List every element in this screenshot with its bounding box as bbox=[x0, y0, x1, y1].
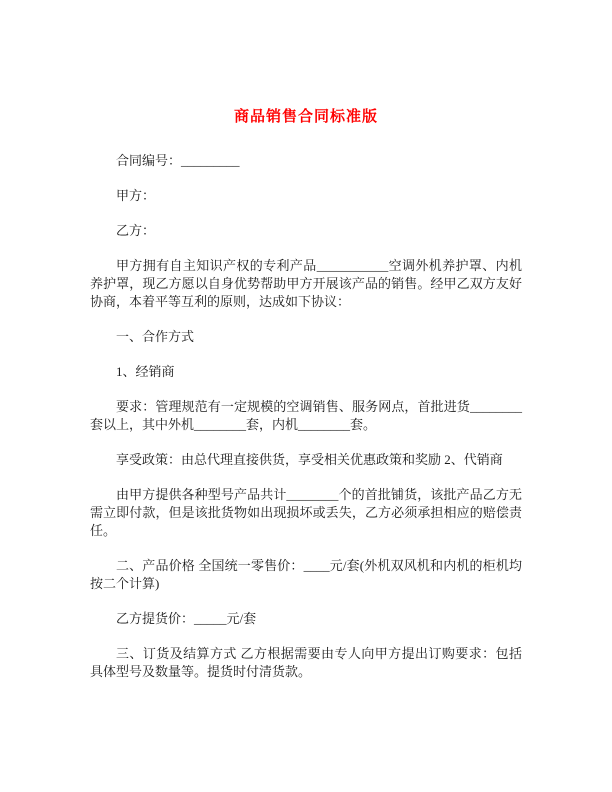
paragraph-consignment-terms: 由甲方提供各种型号产品共计________个的首批铺货，该批产品乙方无需立即付款，但是该批货物如出现损坏或丢失，乙方必须承担相应的赔偿责任。 bbox=[90, 487, 522, 538]
paragraph-distributor-requirements: 要求：管理规范有一定规模的空调销售、服务网点，首批进货________套以上，其中外机________套，内机________套。 bbox=[90, 399, 522, 432]
paragraph-party-a: 甲方： bbox=[116, 188, 156, 203]
paragraph-policy-benefits: 享受政策：由总代理直接供货，享受相关优惠政策和奖励 2、代销商 bbox=[116, 452, 503, 467]
document-title: 商品销售合同标准版 bbox=[233, 109, 378, 125]
paragraph-section-2-pricing: 二、产品价格 全国统一零售价：____元/套(外机双风机和内机的柜机均按二个计算) bbox=[90, 558, 522, 591]
paragraph-preamble: 甲方拥有自主知识产权的专利产品___________空调外机养护罩、内机养护罩，现乙方愿以自身优势帮助甲方开展该产品的销售。经甲乙双方友好协商，本着平等互利的原则，达成如下协议： bbox=[90, 258, 522, 309]
paragraph-party-b: 乙方： bbox=[116, 223, 156, 238]
paragraph-section-3-ordering: 三、订货及结算方式 乙方根据需要由专人向甲方提出订购要求：包括具体型号及数量等。提货时付清货款。 bbox=[90, 646, 522, 679]
paragraph-pickup-price: 乙方提货价：_____元/套 bbox=[116, 611, 257, 626]
heading-section-1-cooperation: 一、合作方式 bbox=[116, 329, 195, 344]
heading-distributor: 1、经销商 bbox=[116, 364, 175, 379]
paragraph-contract-number: 合同编号：_________ bbox=[116, 153, 240, 168]
